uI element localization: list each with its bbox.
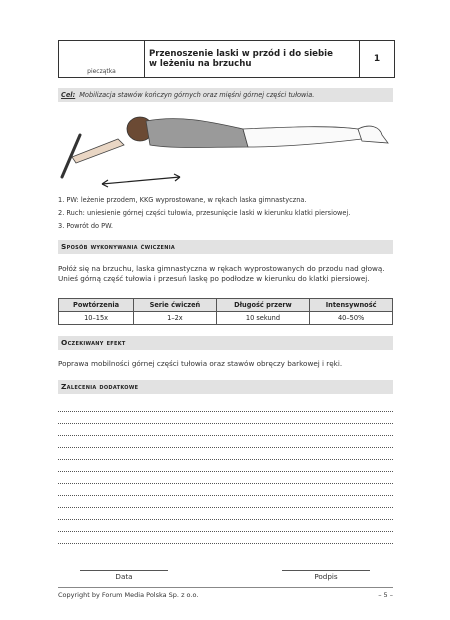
method-section-title: Sposób wykonywania ćwiczenia [61, 242, 176, 251]
writing-line[interactable] [58, 422, 393, 424]
date-line[interactable] [80, 570, 168, 571]
signature-label: Podpis [314, 572, 338, 581]
stamp-box [59, 41, 145, 77]
step-item: 1. PW: leżenie przodem, KKG wyprostowane, w rękach laska gimnastyczna. [58, 196, 307, 204]
footer-divider [58, 587, 393, 588]
table-cell: 10–15x [59, 312, 134, 325]
method-section-band [58, 240, 393, 254]
page-number: – 5 – [378, 591, 393, 599]
writing-line[interactable] [58, 530, 393, 532]
writing-line[interactable] [58, 434, 393, 436]
step-item: 2. Ruch: uniesienie górnej części tułowia, przesunięcie laski w kierunku klatki piersiowej. [58, 209, 351, 217]
writing-line[interactable] [58, 446, 393, 448]
method-text: Połóż się na brzuchu, laska gimnastyczna w rękach wyprostowanych do przodu nad głową. Unieś górną część tułowia i przesuń laskę po podłodze w kierunku do klatki piersiowej. [58, 264, 385, 283]
signature-line[interactable] [282, 570, 370, 571]
table-header-cell: Intensywność [310, 299, 393, 312]
exercise-header [58, 40, 395, 78]
effect-section-band [58, 336, 393, 350]
table-row [59, 312, 393, 325]
exercise-title: Przenoszenie laski w przód i do siebie w leżeniu na brzuchu [145, 41, 360, 77]
table-header-cell: Długość przerw [216, 299, 310, 312]
writing-line[interactable] [58, 542, 393, 544]
step-item: 3. Powrót do PW. [58, 222, 113, 230]
goal-band [58, 88, 393, 102]
effect-section-title: Oczekiwany efekt [61, 338, 126, 347]
table-header-row [59, 299, 393, 312]
stamp-label: pieczątka [87, 68, 116, 75]
writing-line[interactable] [58, 470, 393, 472]
writing-line[interactable] [58, 482, 393, 484]
exercise-number: 1 [373, 54, 381, 64]
writing-line[interactable] [58, 410, 393, 412]
copyright-text: Copyright by Forum Media Polska Sp. z o.o. [58, 591, 199, 599]
recommendations-section-band [58, 380, 393, 394]
writing-line[interactable] [58, 518, 393, 520]
exercise-parameters-table [58, 298, 393, 325]
goal-text: Mobilizacja stawów kończyn górnych oraz mięśni górnej części tułowia. [79, 91, 315, 99]
exercise-steps [58, 194, 393, 233]
writing-line[interactable] [58, 494, 393, 496]
writing-line[interactable] [58, 506, 393, 508]
table-cell: 1–2x [134, 312, 216, 325]
table-cell: 10 sekund [216, 312, 310, 325]
recommendations-section-title: Zalecenia dodatkowe [61, 382, 139, 391]
table-header-cell: Powtórzenia [59, 299, 134, 312]
table-header-cell: Serie ćwiczeń [134, 299, 216, 312]
writing-line[interactable] [58, 458, 393, 460]
exercise-illustration [58, 105, 393, 195]
goal-label: Cel: [61, 91, 76, 99]
table-cell: 40–50% [310, 312, 393, 325]
effect-text: Poprawa mobilności górnej części tułowia oraz stawów obręczy barkowej i ręki. [58, 359, 343, 368]
date-label: Data [115, 572, 133, 581]
